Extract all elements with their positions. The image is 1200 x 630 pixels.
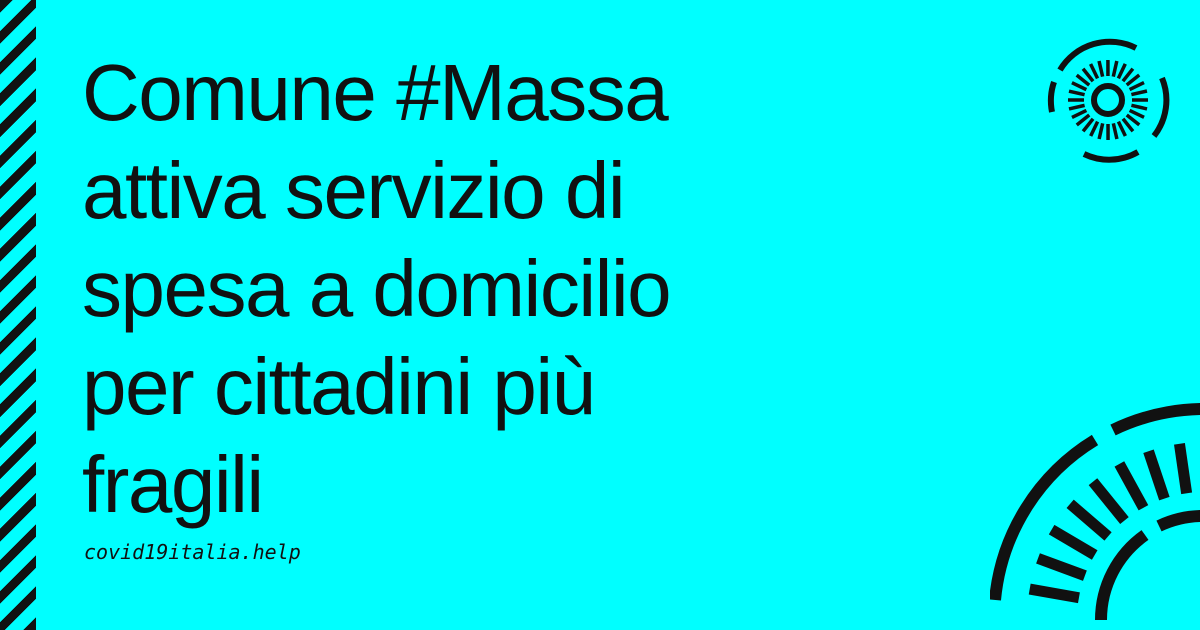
sun-ray [1072,110,1086,117]
sun-ray [1038,558,1085,575]
headline-line: Comune #Massa [82,48,668,137]
sun-ray [1113,123,1117,139]
sun-ray [1099,123,1103,139]
sun-ray [1091,64,1098,78]
sun-ray [1093,482,1124,521]
headline-line: spesa a domicilio [82,244,671,333]
sun-ray [1030,589,1079,598]
sun-ray [1130,110,1144,117]
sun-ray [1179,444,1186,493]
headline-line: per cittadini più [82,342,595,431]
striped-border [0,0,36,630]
sun-ray [1119,464,1143,508]
sun-ray [1131,105,1147,109]
sun-radial-icon [1040,22,1180,182]
sun-ray [1118,64,1125,78]
sun-ray [1072,83,1086,90]
headline [82,44,942,534]
sun-ray [1052,530,1095,555]
sun-ray [1130,83,1144,90]
sun-ray [1131,91,1147,95]
site-url: covid19italia.help [84,540,301,564]
headline-line: fragili [82,440,263,529]
sun-ray [1113,61,1117,77]
sun-ray [1118,122,1125,136]
headline-line: attiva servizio di [82,146,625,235]
sun-radial-icon [990,380,1200,630]
sun-ray [1099,61,1103,77]
sun-ray [1069,91,1085,95]
sun-ray [1070,504,1108,537]
sun-ray [1091,122,1098,136]
sun-ray [1149,451,1165,498]
sun-ray [1069,105,1085,109]
